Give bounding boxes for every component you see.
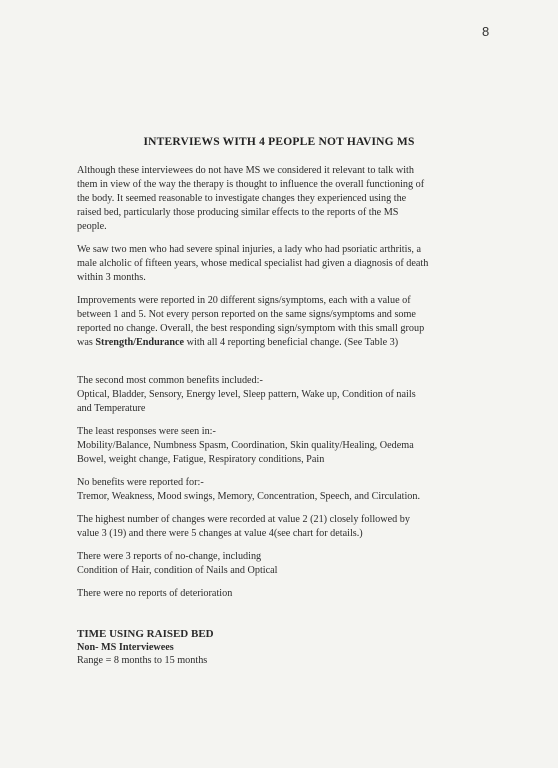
- highlighted-symptom: Strength/Endurance: [95, 337, 185, 348]
- text-line: There were 3 reports of no-change, including: [77, 551, 262, 562]
- text-line: The least responses were seen in:-: [77, 426, 216, 437]
- text-line: value 3 (19) and there were 5 changes at value 4(see chart for details.): [77, 528, 363, 539]
- text-line: male alcholic of fifteen years, whose medical specialist had given a diagnosis of death: [77, 258, 429, 269]
- text-line: raised bed, particularly those producing similar effects to the reports of the MS: [77, 207, 399, 218]
- section-title: INTERVIEWS WITH 4 PEOPLE NOT HAVING MS: [143, 136, 415, 148]
- text-line: between 1 and 5. Not every person reported on the same signs/symptoms and some: [77, 309, 416, 320]
- raised-bed-range: Range = 8 months to 15 months: [77, 655, 208, 666]
- text-line: Bowel, weight change, Fatigue, Respiratory conditions, Pain: [77, 454, 325, 465]
- text-line: Improvements were reported in 20 different signs/symptoms, each with a value of: [77, 295, 411, 306]
- text-line: Tremor, Weakness, Mood swings, Memory, Concentration, Speech, and Circulation.: [77, 491, 421, 502]
- text-line: Optical, Bladder, Sensory, Energy level, Sleep pattern, Wake up, Condition of nails: [77, 389, 416, 400]
- text-line: Although these interviewees do not have MS we considered it relevant to talk with: [77, 165, 414, 176]
- text-fragment: with all 4 reporting beneficial change. (See Table 3): [184, 337, 399, 348]
- text-line: within 3 months.: [77, 272, 146, 283]
- paragraph-no-benefits: [77, 476, 517, 504]
- paragraph-interviewees: [77, 243, 517, 285]
- paragraph-intro: [77, 164, 517, 234]
- paragraph-second-benefits: [77, 374, 517, 416]
- text-line: Condition of Hair, condition of Nails and Optical: [77, 565, 278, 576]
- paragraph-highest-changes: [77, 513, 517, 541]
- text-fragment: was: [77, 337, 96, 348]
- raised-bed-subtitle: Non- MS Interviewees: [77, 642, 174, 653]
- text-line: No benefits were reported for:-: [77, 477, 204, 488]
- raised-bed-title: TIME USING RAISED BED: [77, 628, 214, 640]
- text-line: them in view of the way the therapy is thought to influence the overall functioning of: [77, 179, 425, 190]
- document-body: [77, 164, 517, 610]
- paragraph-least-responses: [77, 425, 517, 467]
- text-line: Mobility/Balance, Numbness Spasm, Coordination, Skin quality/Healing, Oedema: [77, 440, 414, 451]
- paragraph-deterioration: [77, 587, 517, 601]
- text-line: The second most common benefits included:-: [77, 375, 263, 386]
- text-line: people.: [77, 221, 107, 232]
- raised-bed-section: [77, 628, 457, 667]
- text-line: [77, 336, 517, 350]
- page-number: 8: [482, 24, 490, 39]
- text-line: the body. It seemed reasonable to investigate changes they experienced using the: [77, 193, 407, 204]
- text-line: The highest number of changes were recorded at value 2 (21) closely followed by: [77, 514, 410, 525]
- text-line: We saw two men who had severe spinal injuries, a lady who had psoriatic arthritis, a: [77, 244, 422, 255]
- paragraph-no-change: [77, 550, 517, 578]
- text-line: and Temperature: [77, 403, 146, 414]
- text-line: There were no reports of deterioration: [77, 588, 233, 599]
- paragraph-improvements: [77, 294, 517, 350]
- text-line: reported no change. Overall, the best responding sign/symptom with this small group: [77, 323, 425, 334]
